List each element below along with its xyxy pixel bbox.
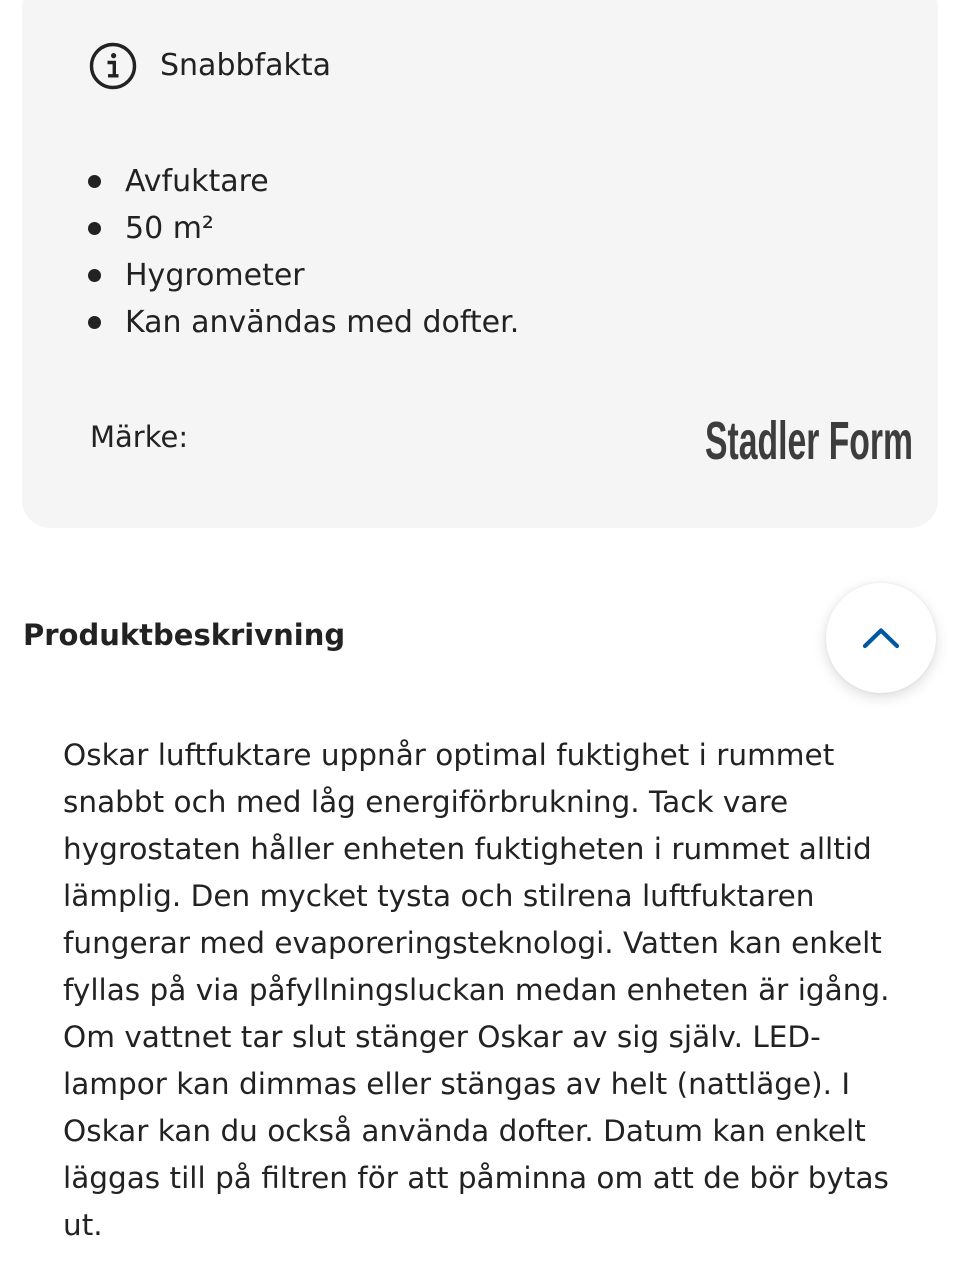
list-item: 50 m² (88, 205, 519, 252)
brand-logo-text: Stadler Form (705, 411, 913, 470)
product-description-text: Oskar luftfuktare uppnår optimal fuktighet i rummet snabbt och med låg energiförbrukning. Tack vare hygrostaten håller enheten fuktigheten i rummet alltid lämplig. Den mycket tysta och stilrena luftfuktaren fungerar med evaporeringsteknologi. Vatten kan enkelt fyllas på via påfyllningsluckan medan enheten är igång. Om vattnet tar slut stänger Oskar av sig själv. LED-lampor kan dimmas eller stängas av helt (nattläge). I Oskar kan du också använda dofter. Datum kan enkelt läggas till på filtren för att påminna om att de bör bytas ut. (63, 738, 890, 1242)
quick-facts-title: Snabbfakta (160, 48, 331, 83)
info-icon (88, 41, 138, 91)
quick-facts-list (88, 158, 519, 346)
list-item: Avfuktare (88, 158, 519, 205)
list-item: Kan användas med dofter. (88, 299, 519, 346)
quick-facts-header (88, 40, 331, 92)
list-item: Hygrometer (88, 252, 519, 299)
section-title: Produktbeskrivning (23, 618, 346, 652)
brand-logo[interactable] (703, 402, 915, 470)
chevron-up-icon (861, 625, 901, 651)
collapse-button[interactable] (826, 583, 936, 693)
brand-label: Märke: (90, 420, 189, 454)
